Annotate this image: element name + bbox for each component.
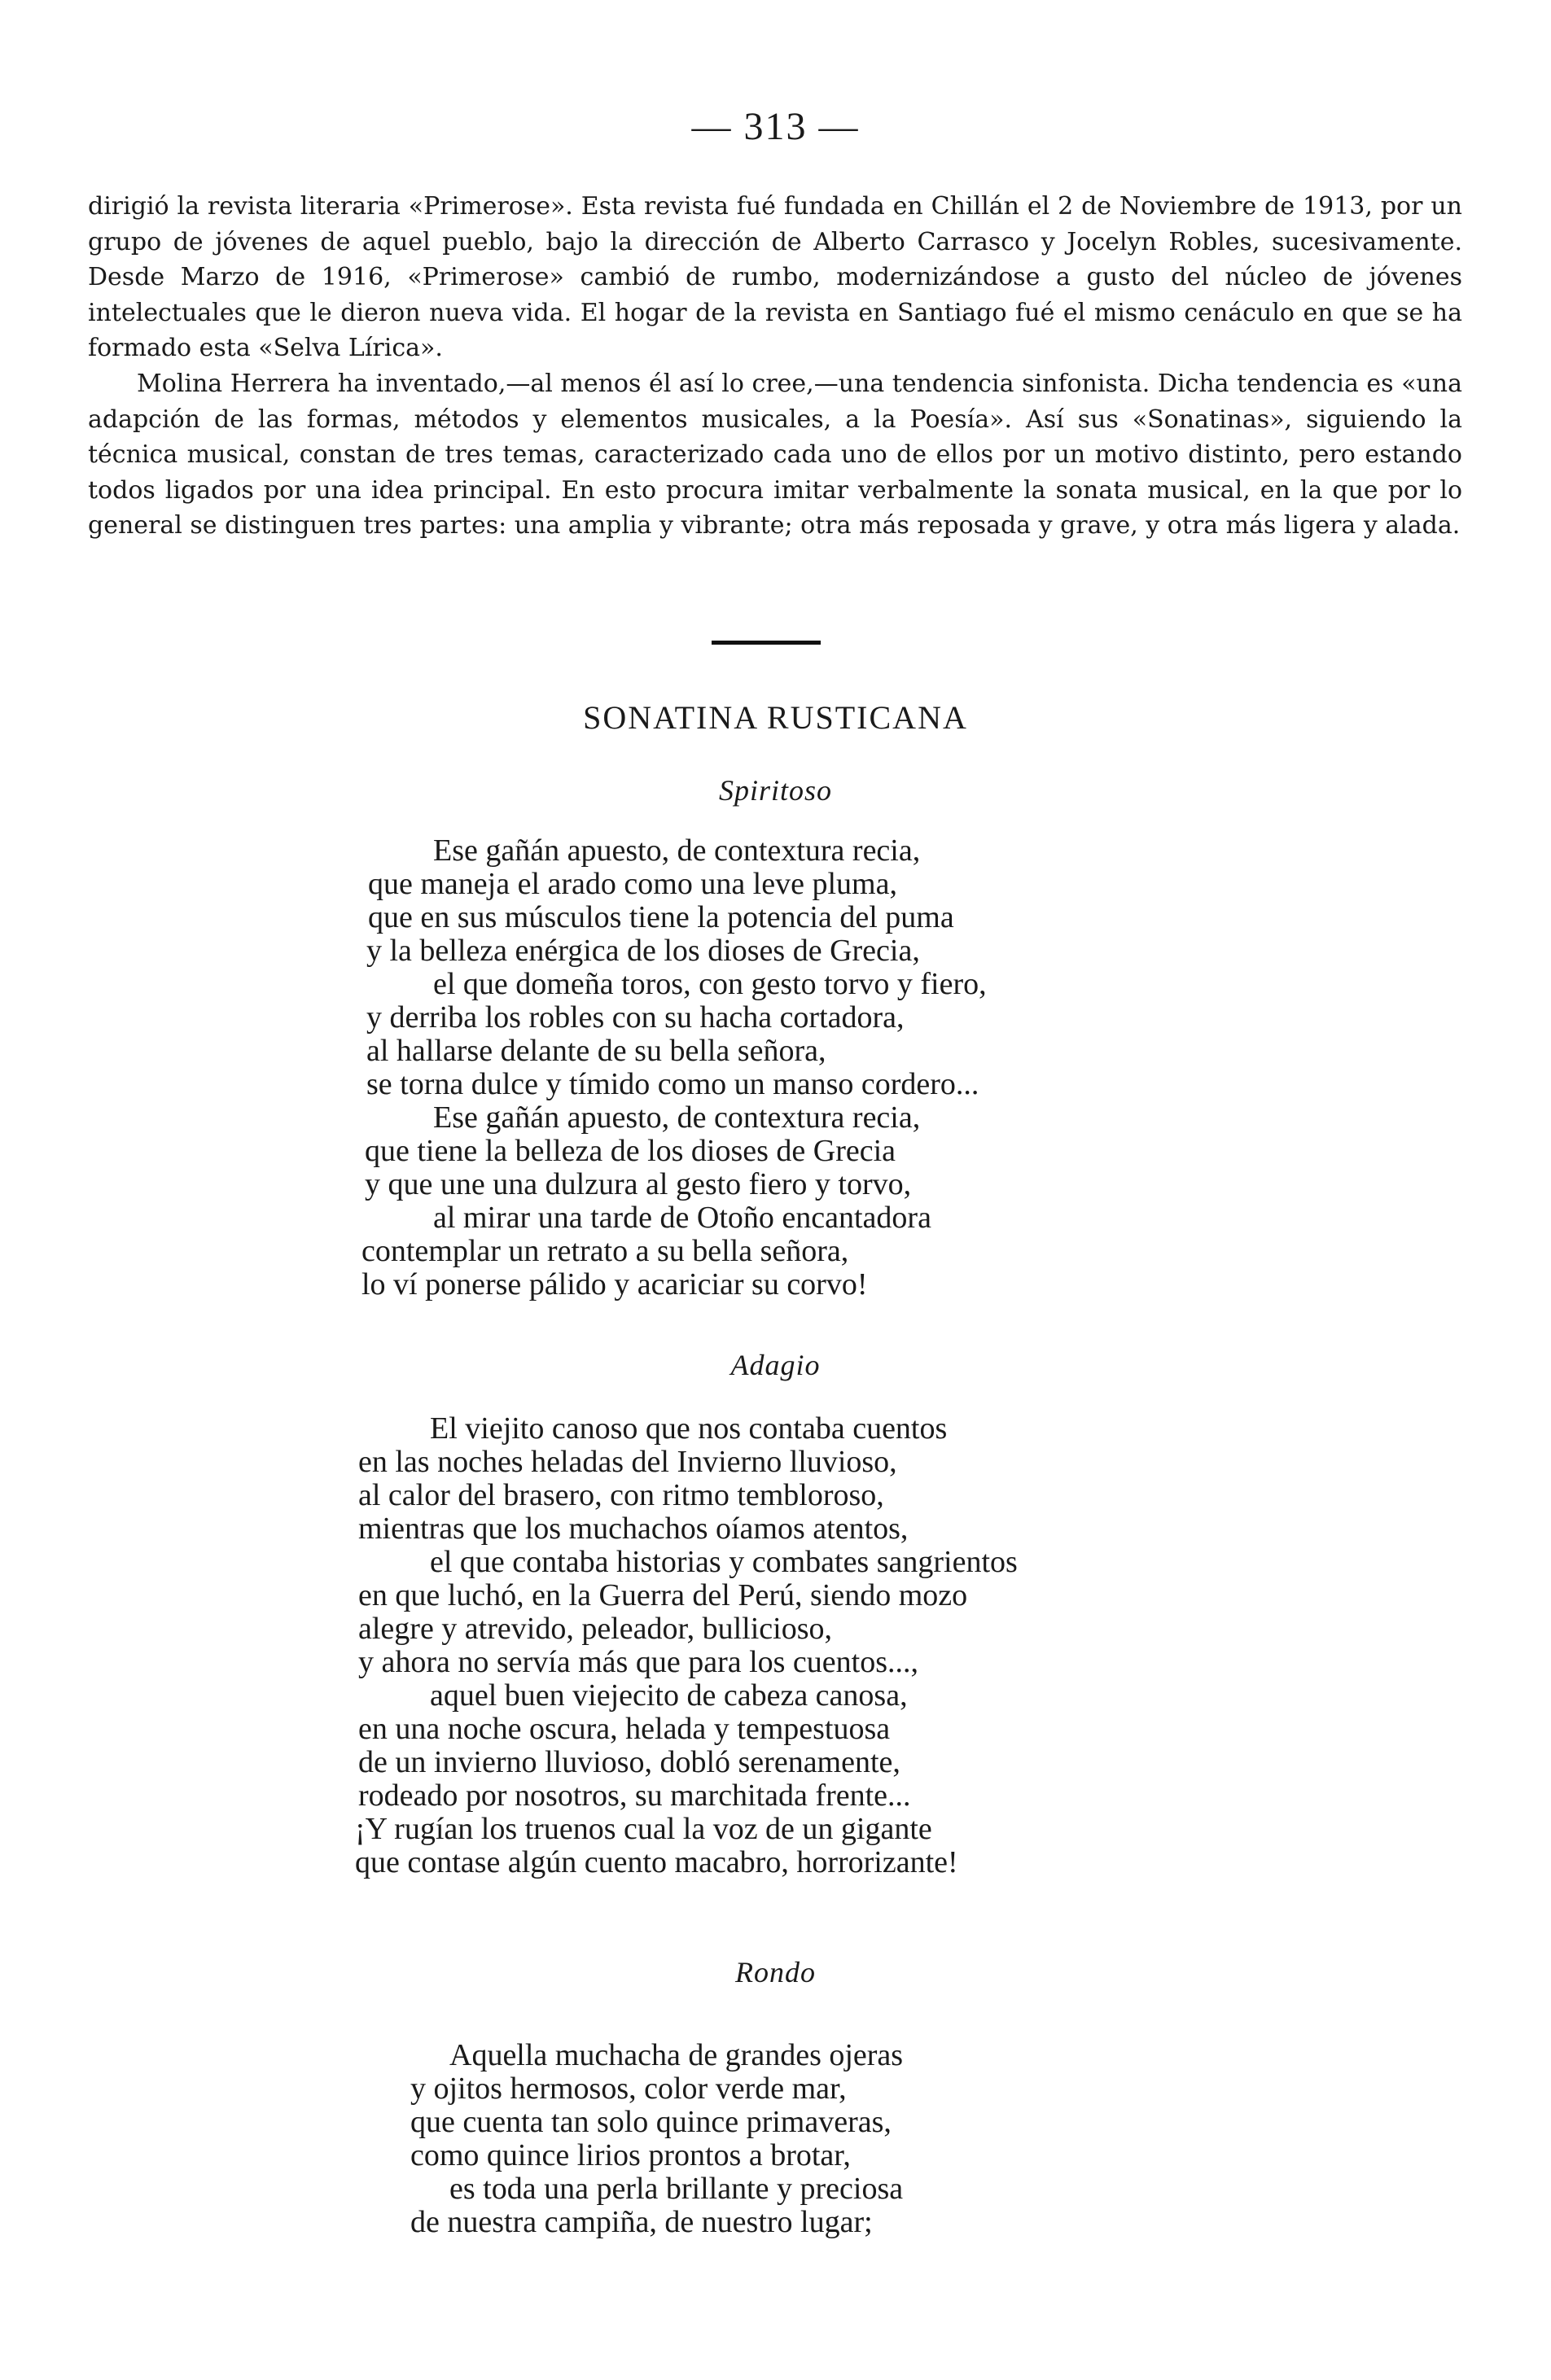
verse-line: que maneja el arado como una leve pluma, [368, 867, 897, 901]
stanza-spiritoso [358, 834, 987, 1302]
verse-line: contemplar un retrato a su bella señora, [361, 1234, 849, 1268]
verse-line: aquel buen viejecito de cabeza canosa, [430, 1678, 908, 1713]
poem-title: SONATINA RUSTICANA [583, 699, 968, 736]
verse-line: rodeado por nosotros, su marchitada frente... [358, 1778, 911, 1813]
verse-line: y ojitos hermosos, color verde mar, [410, 2072, 847, 2106]
verse-line: se torna dulce y tímido como un manso cordero... [366, 1067, 979, 1101]
verse-line: y derriba los robles con su hacha cortadora, [366, 1000, 905, 1035]
verse-line: es toda una perla brillante y preciosa [449, 2172, 904, 2206]
verse-line: alegre y atrevido, peleador, bullicioso, [358, 1612, 832, 1646]
verse-line: de nuestra campiña, de nuestro lugar; [410, 2205, 873, 2239]
verse-line: Ese gañán apuesto, de contextura recia, [433, 1100, 921, 1135]
prose-paragraph-1: dirigió la revista literaria «Primerose». Esta revista fué fundada en Chillán el 2 de Noviembre de 1913, por un grupo de jóvenes de aquel pueblo, bajo la dirección de Alberto Carrasco y Jocelyn Robles, sucesivamente. Desde Marzo de 1916, «Primerose» cambió de rumbo, modernizándose a gusto del núcleo de jóvenes intelectuales que le dieron nueva vida. El hogar de la revista en Santiago fué el mismo cenáculo en que se ha formado esta «Selva Lírica». [88, 192, 1462, 363]
verse-line: al hallarse delante de su bella señora, [366, 1034, 826, 1068]
verse-line: lo ví ponerse pálido y acariciar su corvo! [361, 1267, 868, 1302]
stanza-adagio [355, 1412, 1018, 1879]
verse-line: Ese gañán apuesto, de contextura recia, [433, 833, 921, 868]
verse-line: y que une una dulzura al gesto fiero y torvo, [365, 1167, 912, 1201]
verse-line: mientras que los muchachos oíamos atentos, [358, 1512, 909, 1546]
verse-line: y la belleza enérgica de los dioses de Grecia, [366, 934, 920, 968]
verse-line: y ahora no servía más que para los cuentos..., [358, 1645, 919, 1679]
intro-prose [88, 189, 1462, 544]
verse-line: que cuenta tan solo quince primaveras, [410, 2105, 892, 2139]
verse-line: el que domeña toros, con gesto torvo y fiero, [433, 967, 987, 1001]
stanza-rondo [410, 2039, 903, 2239]
verse-line: al calor del brasero, con ritmo tembloroso, [358, 1478, 884, 1512]
section-divider [712, 641, 821, 645]
verse-line: en que luchó, en la Guerra del Perú, siendo mozo [358, 1578, 968, 1612]
verse-line: de un invierno lluvioso, dobló serenamente, [358, 1745, 900, 1779]
verse-line: al mirar una tarde de Otoño encantadora [433, 1201, 931, 1235]
verse-line: El viejito canoso que nos contaba cuentos [430, 1411, 948, 1446]
verse-line: en las noches heladas del Invierno lluvioso, [358, 1445, 897, 1479]
verse-line: que en sus músculos tiene la potencia del puma [368, 900, 954, 934]
verse-line: el que contaba historias y combates sangrientos [430, 1545, 1018, 1579]
verse-line: que contase algún cuento macabro, horrorizante! [355, 1845, 958, 1879]
prose-paragraph-2: Molina Herrera ha inventado,—al menos él así lo cree,—una tendencia sinfonista. Dicha tendencia es «una adapción de las formas, métodos y elementos musicales, a la Poesía». Así sus «Sonatinas», siguiendo la técnica musical, constan de tres temas, caracterizado cada uno de ellos por un motivo distinto, pero estando todos ligados por una idea principal. En esto procura imitar verbalmente la sonata musical, en la que por lo general se distinguen tres partes: una amplia y vibrante; otra más reposada y grave, y otra más ligera y alada. [88, 369, 1462, 540]
verse-line: Aquella muchacha de grandes ojeras [449, 2038, 904, 2072]
verse-line: ¡Y rugían los truenos cual la voz de un gigante [355, 1812, 932, 1846]
movement-title-rondo: Rondo [735, 1956, 816, 1988]
movement-title-spiritoso: Spiritoso [718, 774, 833, 807]
verse-line: como quince lirios prontos a brotar, [410, 2138, 851, 2172]
movement-title-adagio: Adagio [730, 1349, 821, 1381]
verse-line: en una noche oscura, helada y tempestuosa [358, 1712, 891, 1746]
verse-line: que tiene la belleza de los dioses de Grecia [365, 1134, 896, 1168]
page-number: — 313 — [691, 105, 860, 148]
